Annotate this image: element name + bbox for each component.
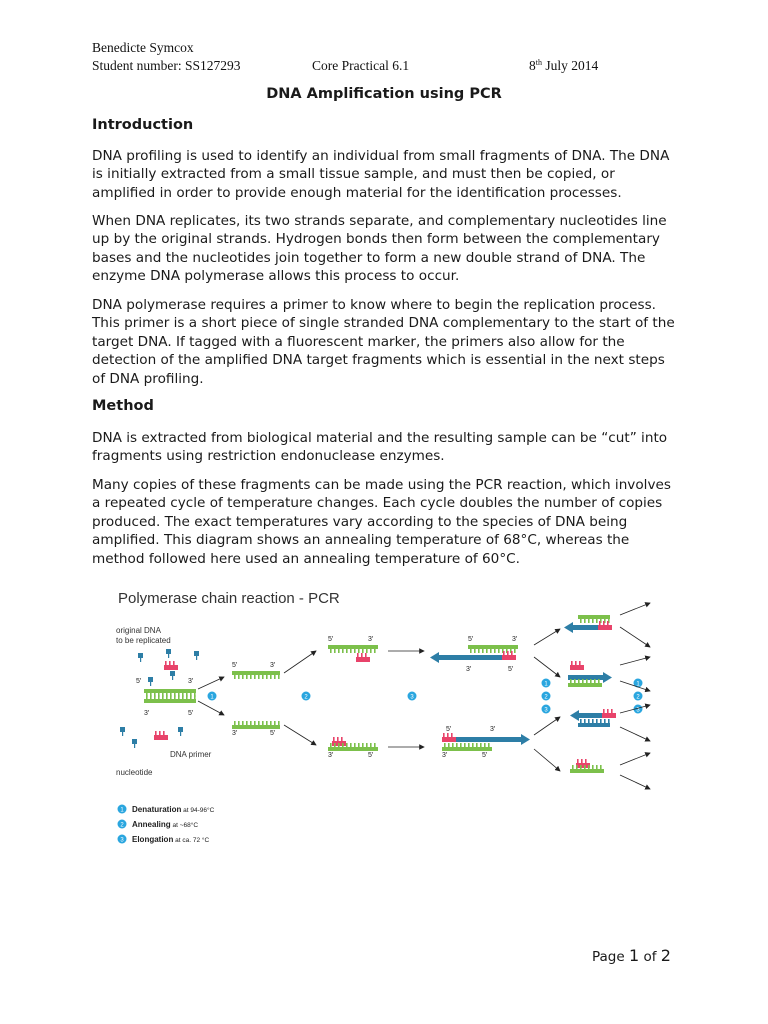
nucleotide-1: [138, 653, 143, 658]
annealed-primer-bottom-base: [341, 737, 343, 741]
denatured-strand-top: [232, 671, 280, 675]
label-3p-c3d: 3′: [442, 752, 448, 759]
product-1-green-base: [580, 619, 582, 623]
label-3p-c1a: 3′: [270, 662, 276, 669]
nucleotide-8-stem: [180, 732, 181, 736]
annealed-strand-top-base: [330, 649, 332, 653]
elongation-template-top: [468, 645, 518, 649]
method-paragraph-1: DNA is extracted from biological material and the resulting sample can be “cut” into fragments using restriction endonuclease enzymes.: [92, 430, 668, 465]
elongation-template-top-base: [490, 649, 492, 653]
original-strand-bottom-base: [178, 695, 180, 699]
original-strand-bottom-base: [162, 695, 164, 699]
nucleotide-1-stem: [140, 658, 141, 662]
denatured-strand-bottom-base: [258, 721, 260, 725]
legend-item-1: Denaturation at 94-96°C: [132, 805, 215, 814]
arrow-prod-4: [534, 749, 560, 771]
label-nucleotide: nucleotide: [116, 768, 153, 777]
denatured-strand-bottom-base: [262, 721, 264, 725]
elongation-template-top-base: [470, 649, 472, 653]
product-1-primer: [598, 625, 612, 630]
product-4-green-base: [600, 765, 602, 769]
denatured-strand-bottom-base: [278, 721, 280, 725]
annealed-strand-top-base: [358, 649, 360, 653]
product-1-primer-base: [607, 621, 609, 625]
annealed-primer-bottom-base: [333, 737, 335, 741]
denatured-strand-bottom-base: [242, 721, 244, 725]
denatured-strand-top-base: [246, 675, 248, 679]
product-3-strand-base: [592, 719, 594, 723]
elongation-template-top-base: [498, 649, 500, 653]
elongation-primer-bottom-base: [447, 733, 449, 737]
label-5p-c3b: 5′: [508, 666, 514, 673]
method-paragraph-2: Many copies of these fragments can be made using the PCR reaction, which involves a repeated cycle of temperature changes. Each cycle doubles the number of copies produced. The exact temperatures vary according to the species of DNA being amplified. This diagram shows an annealing temperature of 68°C, whereas the method followed here used an annealing temperature of 60°C.: [92, 477, 671, 567]
step-1b-circle-num: 1: [544, 681, 548, 688]
arrow-2-up: [284, 651, 316, 673]
loose-primer-2-base: [159, 731, 161, 735]
denatured-strand-top-base: [274, 675, 276, 679]
label-3prime-b: 3′: [144, 710, 150, 717]
denatured-strand-top-base: [250, 675, 252, 679]
annealed-strand-bottom: [328, 747, 378, 751]
annealed-strand-bottom-base: [334, 743, 336, 747]
elongation-template-bottom-base: [460, 743, 462, 747]
annealed-strand-bottom-base: [374, 743, 376, 747]
arrow-prod-3: [534, 717, 560, 735]
label-3p-c3a: 3′: [512, 636, 518, 643]
denatured-strand-bottom: [232, 725, 280, 729]
product-2-primer-base: [571, 661, 573, 665]
arrow-out-8: [620, 775, 650, 789]
product-2-green-base: [594, 679, 596, 683]
elongation-template-top-base: [486, 649, 488, 653]
label-3p-c2a: 3′: [368, 636, 374, 643]
product-2-green-base: [570, 679, 572, 683]
product-1-primer-base: [603, 621, 605, 625]
product-4-primer-base: [585, 759, 587, 763]
annealed-strand-bottom-base: [342, 743, 344, 747]
author-name: Benedicte Symcox: [92, 40, 194, 55]
diagram-title: Polymerase chain reaction - PCR: [118, 590, 340, 607]
elongation-template-top-base: [482, 649, 484, 653]
elongation-template-top-base: [514, 649, 516, 653]
elongation-template-bottom-base: [468, 743, 470, 747]
legend-step-1-num: 1: [120, 807, 124, 814]
step-2-circle-num: 2: [304, 694, 308, 701]
product-2-green-base: [578, 679, 580, 683]
label-5p-c1b: 5′: [270, 730, 276, 737]
original-strand-bottom-base: [174, 695, 176, 699]
loose-primer-2: [154, 735, 168, 740]
legend-item-3: Elongation at ca. 72 °C: [132, 835, 210, 844]
denatured-strand-top-base: [278, 675, 280, 679]
product-3-strand-base: [588, 719, 590, 723]
diagram-elements: [118, 603, 651, 844]
loose-primer-1: [164, 665, 178, 670]
loose-primer-1-base: [169, 661, 171, 665]
step-3b-circle-num: 3: [544, 707, 548, 714]
product-2-green: [568, 683, 602, 687]
annealed-strand-bottom-base: [366, 743, 368, 747]
arrow-out-6: [620, 727, 650, 741]
arrow-out-7: [620, 753, 650, 765]
intro-paragraph-3: DNA polymerase requires a primer to know where to begin the replication process. This primer is a short piece of single stranded DNA complementary to the start of the target DNA. If tagged with a fluorescent marker, the primers also allow for the detection of the amplified DNA target fragments which is essential in the next steps of DNA profiling.: [92, 297, 675, 387]
original-strand-bottom-base: [146, 695, 148, 699]
product-4-green: [570, 769, 604, 773]
loose-primer-1-base: [165, 661, 167, 665]
annealed-strand-top-base: [362, 649, 364, 653]
denatured-strand-bottom-base: [254, 721, 256, 725]
label-original-dna: original DNA: [116, 626, 161, 635]
annealed-strand-top-base: [346, 649, 348, 653]
label-dna-primer: DNA primer: [170, 750, 212, 759]
elongating-strand-bottom: [456, 734, 530, 745]
label-5prime-b: 5′: [188, 710, 194, 717]
original-strand-top: [144, 689, 196, 693]
product-3-strand-base: [604, 719, 606, 723]
product-4-primer-base: [577, 759, 579, 763]
heading-introduction: Introduction: [92, 117, 194, 133]
elongation-template-bottom-base: [448, 743, 450, 747]
document-header: [92, 40, 652, 76]
step-1c-circle-num: 1: [636, 681, 640, 688]
annealed-strand-bottom-base: [370, 743, 372, 747]
denatured-strand-top-base: [266, 675, 268, 679]
annealed-strand-top-base: [338, 649, 340, 653]
header-date: 8th July 2014: [529, 58, 599, 73]
pcr-diagram: [108, 585, 668, 855]
loose-primer-1-base: [173, 661, 175, 665]
product-2-green-base: [586, 679, 588, 683]
elongation-primer-bottom-base: [443, 733, 445, 737]
nucleotide-4-stem: [150, 682, 151, 686]
annealed-primer-top-base: [365, 653, 367, 657]
annealed-strand-top-base: [342, 649, 344, 653]
nucleotide-6: [120, 727, 125, 732]
annealed-strand-bottom-base: [346, 743, 348, 747]
product-2-primer: [570, 665, 584, 670]
elongation-template-bottom-base: [484, 743, 486, 747]
nucleotide-2: [166, 649, 171, 654]
original-strand-bottom-base: [150, 695, 152, 699]
annealed-strand-top-base: [366, 649, 368, 653]
elongating-strand-top: [430, 652, 502, 663]
elongation-template-bottom-base: [488, 743, 490, 747]
denatured-strand-bottom-base: [274, 721, 276, 725]
arrow-1-down: [198, 701, 224, 715]
student-number: Student number: SS127293: [92, 58, 241, 73]
annealed-strand-bottom-base: [354, 743, 356, 747]
elongation-template-bottom: [442, 747, 492, 751]
annealed-strand-bottom-base: [338, 743, 340, 747]
annealed-strand-bottom-base: [350, 743, 352, 747]
product-3-strand-base: [608, 719, 610, 723]
product-2-primer-base: [579, 661, 581, 665]
elongation-template-bottom-base: [452, 743, 454, 747]
product-2-green-base: [598, 679, 600, 683]
product-3-primer: [602, 713, 616, 718]
product-3-strand-base: [584, 719, 586, 723]
document-title: DNA Amplification using PCR: [266, 86, 502, 102]
denatured-strand-bottom-base: [266, 721, 268, 725]
elongation-primer-top-base: [511, 651, 513, 655]
pcr-diagram-svg: [108, 585, 668, 855]
elongation-template-bottom-base: [456, 743, 458, 747]
legend-step-3-num: 3: [120, 837, 124, 844]
label-5p-c3d: 5′: [482, 752, 488, 759]
annealed-strand-top-base: [350, 649, 352, 653]
product-3-primer-base: [607, 709, 609, 713]
legend-item-2: Annealing at ~68°C: [132, 820, 199, 829]
elongation-template-bottom-base: [472, 743, 474, 747]
original-strand-bottom-base: [158, 695, 160, 699]
product-4-green-base: [580, 765, 582, 769]
nucleotide-5: [170, 671, 175, 676]
arrow-prod-2: [534, 657, 560, 677]
arrow-out-1: [620, 603, 650, 615]
product-4-green-base: [572, 765, 574, 769]
elongation-template-top-base: [474, 649, 476, 653]
page-footer: Page 1 of 2: [592, 946, 671, 965]
loose-primer-2-base: [163, 731, 165, 735]
product-2-green-base: [590, 679, 592, 683]
denatured-strand-top-base: [238, 675, 240, 679]
denatured-strand-top-base: [254, 675, 256, 679]
label-5p-c2b: 5′: [368, 752, 374, 759]
step-3c-circle-num: 3: [636, 707, 640, 714]
original-strand-bottom-base: [186, 695, 188, 699]
arrow-prod-1: [534, 629, 560, 645]
label-5p-c1a: 5′: [232, 662, 238, 669]
nucleotide-6-stem: [122, 732, 123, 736]
arrow-out-2: [620, 627, 650, 647]
product-1-green-base: [592, 619, 594, 623]
nucleotide-4: [148, 677, 153, 682]
nucleotide-8: [178, 727, 183, 732]
nucleotide-7-stem: [134, 744, 135, 748]
product-2-green-base: [574, 679, 576, 683]
product-4-green-base: [596, 765, 598, 769]
label-5p-c3c: 5′: [446, 726, 452, 733]
denatured-strand-bottom-base: [250, 721, 252, 725]
product-4-green-base: [584, 765, 586, 769]
product-1-green-base: [588, 619, 590, 623]
original-strand-bottom-base: [182, 695, 184, 699]
elongation-template-bottom-base: [464, 743, 466, 747]
annealed-strand-top-base: [334, 649, 336, 653]
product-1-primer-base: [599, 621, 601, 625]
denatured-strand-bottom-base: [234, 721, 236, 725]
step-2b-circle-num: 2: [544, 694, 548, 701]
intro-paragraph-1: DNA profiling is used to identify an individual from small fragments of DNA. The DNA is initially extracted from a small tissue sample, and must then be copied, or amplified in order to provide enough material for the identification processes.: [92, 148, 670, 201]
annealed-primer-top-base: [357, 653, 359, 657]
page-total: 2: [660, 946, 671, 965]
original-strand-bottom-base: [154, 695, 156, 699]
product-1-green-base: [584, 619, 586, 623]
label-3p-c1b: 3′: [232, 730, 238, 737]
elongation-template-bottom-base: [444, 743, 446, 747]
label-5p-c2a: 5′: [328, 636, 334, 643]
step-3-circle-num: 3: [410, 694, 414, 701]
original-strand-bottom: [144, 699, 196, 703]
label-3p-c2b: 3′: [328, 752, 334, 759]
product-1-green: [578, 615, 610, 619]
product-3-strand: [578, 723, 610, 727]
step-1-circle-num: 1: [210, 694, 214, 701]
elongation-primer-top-base: [503, 651, 505, 655]
annealed-strand-bottom-base: [358, 743, 360, 747]
product-4-green-base: [588, 765, 590, 769]
label-3p-c3b: 3′: [466, 666, 472, 673]
annealed-strand-bottom-base: [330, 743, 332, 747]
original-strand-bottom-base: [166, 695, 168, 699]
label-5p-c3a: 5′: [468, 636, 474, 643]
annealed-primer-top-base: [361, 653, 363, 657]
original-strand-bottom-base: [190, 695, 192, 699]
nucleotide-7: [132, 739, 137, 744]
original-strand-bottom-base: [194, 695, 196, 699]
product-4-primer: [576, 763, 590, 768]
elongation-primer-bottom: [442, 737, 456, 742]
practical-label: Core Practical 6.1: [312, 58, 410, 73]
annealed-strand-top-base: [354, 649, 356, 653]
heading-method: Method: [92, 398, 154, 414]
elongation-template-bottom-base: [480, 743, 482, 747]
label-3p-c3c: 3′: [490, 726, 496, 733]
annealed-strand-top: [328, 645, 378, 649]
loose-primer-2-base: [155, 731, 157, 735]
denatured-strand-top-base: [242, 675, 244, 679]
arrow-1-up: [198, 677, 224, 689]
product-4-primer-base: [581, 759, 583, 763]
annealed-primer-top: [356, 657, 370, 662]
label-3prime-a: 3′: [188, 678, 194, 685]
denatured-strand-top-base: [270, 675, 272, 679]
label-to-be-replicated: to be replicated: [116, 636, 171, 645]
original-strand-bottom-base: [170, 695, 172, 699]
legend-step-2-num: 2: [120, 822, 124, 829]
denatured-strand-top-base: [262, 675, 264, 679]
arrow-out-3: [620, 657, 650, 665]
nucleotide-5-stem: [172, 676, 173, 680]
product-4-green-base: [576, 765, 578, 769]
annealed-primer-bottom-base: [337, 737, 339, 741]
product-3-strand-base: [600, 719, 602, 723]
arrow-2-down: [284, 725, 316, 745]
denatured-strand-bottom-base: [238, 721, 240, 725]
elongation-template-top-base: [478, 649, 480, 653]
nucleotide-2-stem: [168, 654, 169, 658]
denatured-strand-bottom-base: [270, 721, 272, 725]
denatured-strand-top-base: [258, 675, 260, 679]
step-2c-circle-num: 2: [636, 694, 640, 701]
product-1-green-base: [596, 619, 598, 623]
product-3-strand-base: [596, 719, 598, 723]
page-number: 1: [628, 946, 640, 965]
nucleotide-3: [194, 651, 199, 656]
denatured-strand-top-base: [234, 675, 236, 679]
elongation-primer-top: [502, 655, 516, 660]
nucleotide-3-stem: [196, 656, 197, 660]
product-3-primer-base: [611, 709, 613, 713]
elongation-primer-top-base: [507, 651, 509, 655]
elongation-primer-bottom-base: [451, 733, 453, 737]
product-2-green-base: [582, 679, 584, 683]
annealed-strand-top-base: [374, 649, 376, 653]
product-3-strand-base: [580, 719, 582, 723]
denatured-strand-bottom-base: [246, 721, 248, 725]
intro-paragraph-2: When DNA replicates, its two strands separate, and complementary nucleotides line up by the original strands. Hydrogen bonds then form between the complementary bases and the nucleotides join together to form a new double strand of DNA. The enzyme DNA polymerase allows this process to occur.: [92, 213, 667, 285]
label-5prime-a: 5′: [136, 678, 142, 685]
annealed-strand-top-base: [370, 649, 372, 653]
product-4-green-base: [592, 765, 594, 769]
elongation-template-top-base: [494, 649, 496, 653]
product-3-primer-base: [603, 709, 605, 713]
annealed-strand-bottom-base: [362, 743, 364, 747]
elongation-template-bottom-base: [476, 743, 478, 747]
product-2-primer-base: [575, 661, 577, 665]
